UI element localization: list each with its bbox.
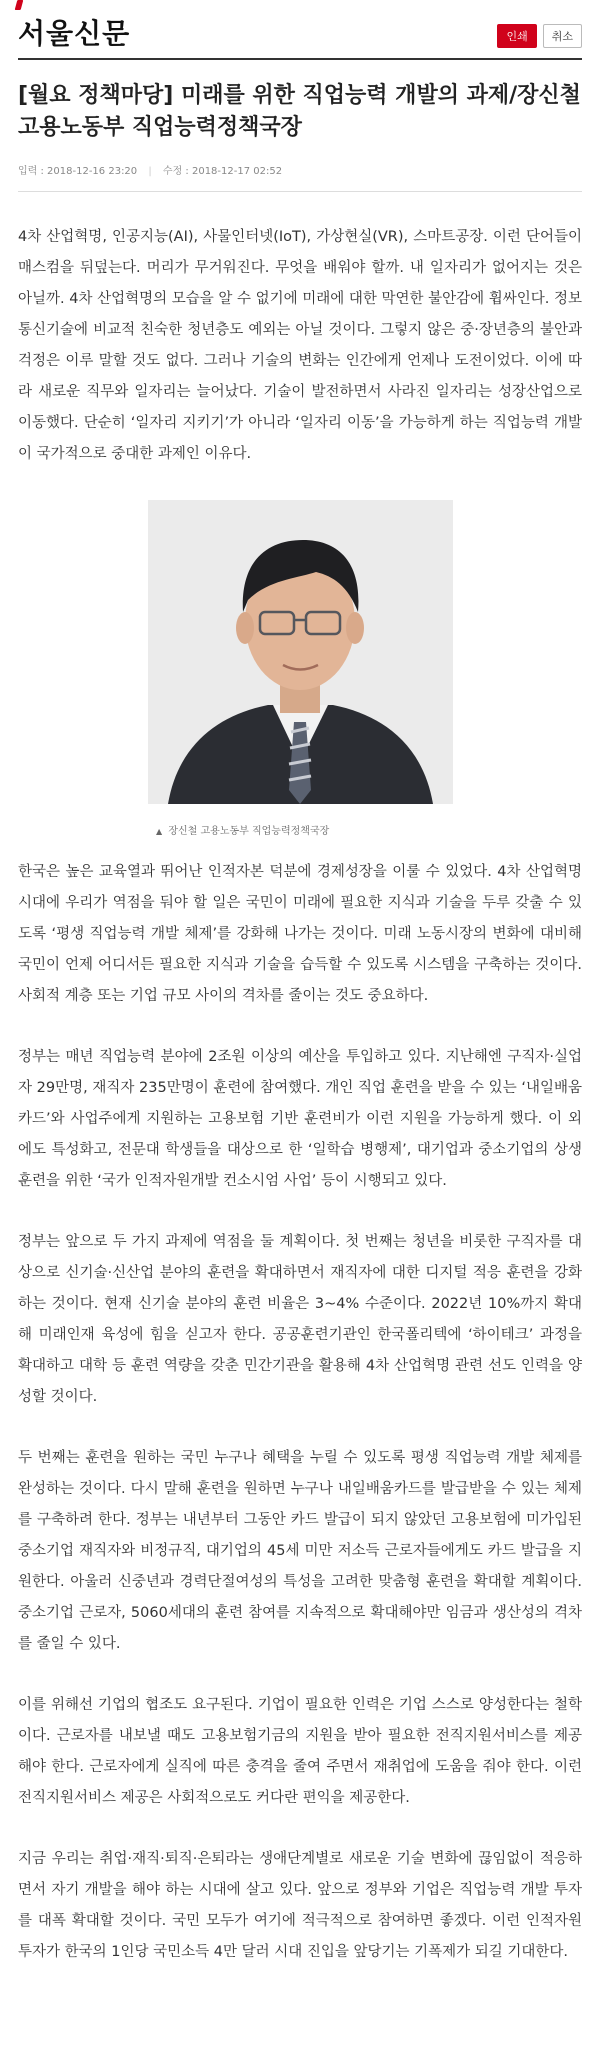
caption-triangle-icon: ▲ bbox=[156, 827, 163, 836]
article-meta bbox=[18, 162, 582, 192]
article-body bbox=[18, 222, 582, 1968]
header-actions bbox=[497, 24, 582, 48]
site-logo[interactable]: 서울신문 bbox=[18, 17, 131, 50]
site-header bbox=[18, 0, 582, 60]
paragraph: 정부는 매년 직업능력 분야에 2조원 이상의 예산을 투입하고 있다. 지난해엔 구직자·실업자 29만명, 재직자 235만명이 훈련에 참여했다. 개인 직업 훈련을 받을 수 있는 ‘내일배움카드’와 사업주에게 지원하는 고용보험 기반 훈련비가 이런 지원을 가능하게 했다. 이 외에도 특성화고, 전문대 학생들을 대상으로 한 ‘일학습 병행제’, 대기업과 중소기업의 상생 훈련을 위한 ‘국가 인적자원개발 컨소시엄 사업’ 등이 시행되고 있다. bbox=[18, 1049, 582, 1189]
caption-text: 장신철 고용노동부 직업능력정책국장 bbox=[168, 826, 330, 837]
portrait-photo bbox=[148, 500, 453, 804]
meta-divider: | bbox=[148, 166, 152, 177]
paragraph: 두 번째는 훈련을 원하는 국민 누구나 혜택을 누릴 수 있도록 평생 직업능력 개발 체제를 완성하는 것이다. 다시 말해 훈련을 원하면 누구나 내일배움카드를 발급받을 수 있는 체제를 구축하려 한다. 정부는 내년부터 그동안 카드 발급이 되지 않았던 고용보험에 미가입된 중소기업 재직자와 비정규직, 대기업의 45세 미만 저소득 근로자들에게도 카드 발급을 지원한다. 아울러 신중년과 경력단절여성의 특성을 고려한 맞춤형 훈련을 확대할 계획이다. 중소기업 근로자, 5060세대의 훈련 참여를 지속적으로 확대해야만 임금과 생산성의 격차를 줄일 수 있다. bbox=[18, 1450, 582, 1652]
print-button[interactable]: 인쇄 bbox=[497, 24, 536, 48]
paragraph: 이를 위해선 기업의 협조도 요구된다. 기업이 필요한 인력은 기업 스스로 양성한다는 철학이다. 근로자를 내보낼 때도 고용보험기금의 지원을 받아 필요한 전직지원서비스를 제공해야 한다. 근로자에게 실직에 따른 충격을 줄여 주면서 재취업에 도움을 줘야 한다. 이런 전직지원서비스 제공은 사회적으로도 커다란 편익을 제공한다. bbox=[18, 1697, 582, 1806]
photo-block bbox=[18, 500, 582, 837]
paragraph: 4차 산업혁명, 인공지능(AI), 사물인터넷(IoT), 가상현실(VR), 스마트공장. 이런 단어들이 매스컴을 뒤덮는다. 머리가 무거워진다. 무엇을 배워야 할까. 내 일자리가 없어지는 것은 아닐까. 4차 산업혁명의 모습을 알 수 없기에 미래에 대한 막연한 불안감에 휩싸인다. 정보통신기술에 비교적 친숙한 청년층도 예외는 아닐 것이다. 그렇지 않은 중·장년층의 불안과 걱정은 이루 말할 것도 없다. 그러나 기술의 변화는 인간에게 언제나 도전이었다. 이에 따라 새로운 직무와 일자리는 늘어났다. 기술이 발전하면서 사라진 일자리는 성장산업으로 이동했다. 단순히 ‘일자리 지키기’가 아니라 ‘일자리 이동’을 가능하게 하는 직업능력 개발이 국가적으로 중대한 과제인 이유다. bbox=[18, 229, 582, 462]
article-title: [월요 정책마당] 미래를 위한 직업능력 개발의 과제/장신철 고용노동부 직업능력정책국장 bbox=[18, 83, 581, 140]
paragraph: 정부는 앞으로 두 가지 과제에 역점을 둘 계획이다. 첫 번째는 청년을 비롯한 구직자를 대상으로 신기술·신산업 분야의 훈련을 확대하면서 재직자에 대한 디지털 적응 훈련을 강화하는 것이다. 현재 신기술 분야의 훈련 비율은 3~4% 수준이다. 2022년 10%까지 확대해 미래인재 육성에 힘을 싣고자 한다. 공공훈련기관인 한국폴리텍에 ‘하이테크’ 과정을 확대하고 대학 등 훈련 역량을 갖춘 민간기관을 활용해 4차 산업혁명 관련 선도 인력을 양성할 것이다. bbox=[18, 1234, 582, 1405]
input-date: 입력 : 2018-12-16 23:20 bbox=[18, 166, 138, 177]
paragraph: 한국은 높은 교육열과 뛰어난 인적자본 덕분에 경제성장을 이룰 수 있었다. 4차 산업혁명 시대에 우리가 역점을 둬야 할 일은 국민이 미래에 필요한 지식과 기술을 두루 갖출 수 있도록 ‘평생 직업능력 개발 체제’를 강화해 나가는 것이다. 미래 노동시장의 변화에 대비해 국민이 언제 어디서든 필요한 지식과 기술을 습득할 수 있도록 시스템을 구축하는 것이다. 사회적 계층 또는 기업 규모 사이의 격차를 줄이는 것도 중요하다. bbox=[18, 864, 582, 1004]
logo-mark bbox=[15, 0, 24, 10]
modified-date: 수정 : 2018-12-17 02:52 bbox=[162, 166, 283, 177]
cancel-button[interactable]: 취소 bbox=[543, 24, 582, 48]
photo-caption bbox=[156, 822, 582, 837]
article-header bbox=[18, 80, 582, 192]
portrait-illustration bbox=[148, 500, 453, 804]
paragraph: 지금 우리는 취업·재직·퇴직·은퇴라는 생애단계별로 새로운 기술 변화에 끊임없이 적응하면서 자기 개발을 해야 하는 시대에 살고 있다. 앞으로 정부와 기업은 직업능력 개발 투자를 대폭 확대할 것이다. 국민 모두가 여기에 적극적으로 참여하면 좋겠다. 이런 인적자원 투자가 한국의 1인당 국민소득 4만 달러 시대 진입을 앞당기는 기폭제가 되길 기대한다. bbox=[18, 1851, 582, 1960]
